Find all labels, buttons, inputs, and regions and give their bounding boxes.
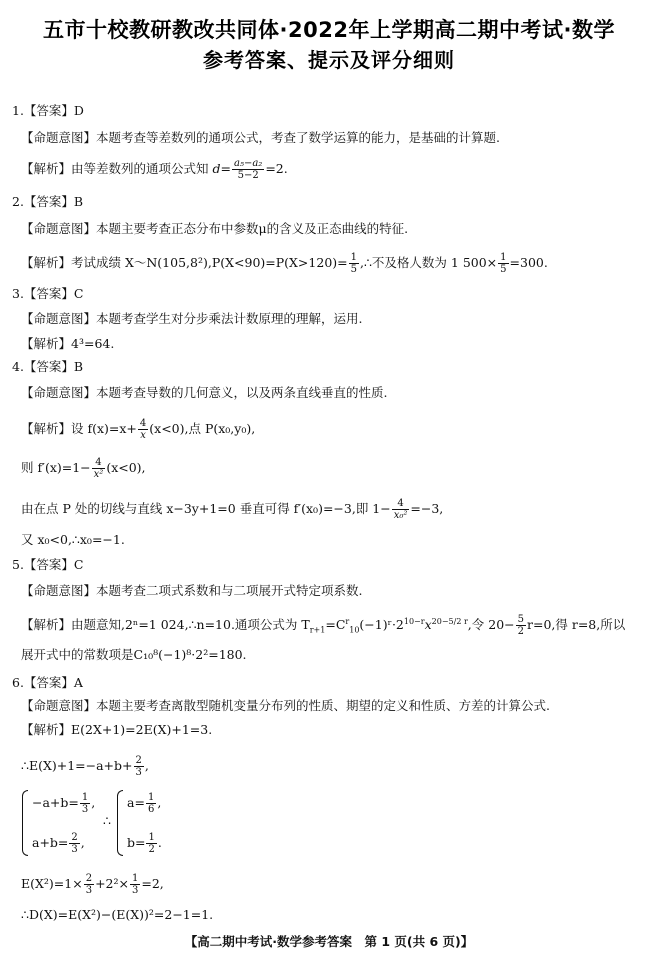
q6-expectation <box>21 755 149 778</box>
q2-answer: 2.【答案】B <box>12 194 84 209</box>
fraction-numerator: 1 <box>147 792 155 803</box>
fraction-numerator: 2 <box>85 873 93 884</box>
subscript-r1: r+1 <box>309 625 326 635</box>
q4-conclusion: 又 x₀<0,∴x₀=−1. <box>21 532 125 547</box>
q4-line3-b: =−3, <box>410 501 444 516</box>
therefore-symbol: ∴ <box>103 813 111 828</box>
q4-line2-b: (x<0), <box>106 460 146 475</box>
q2-intent: 【命题意图】本题主要考查正态分布中参数μ的含义及正态曲线的特征. <box>21 221 409 236</box>
fraction-4-x2 <box>92 457 106 480</box>
fraction-denominator: 3 <box>85 885 93 896</box>
fraction-numerator: 1 <box>132 873 139 884</box>
q4-analysis-a: 【解析】设 f(x)=x+ <box>21 421 137 436</box>
fraction-denominator: 2 <box>148 844 155 855</box>
page-subtitle: 参考答案、提示及评分细则 <box>203 48 455 72</box>
fraction-denominator: 5 <box>350 264 357 275</box>
q4-perpendicular <box>21 498 443 521</box>
superscript-r: r <box>345 616 350 626</box>
solution-b <box>127 832 162 855</box>
sol1-a: a= <box>127 795 145 810</box>
fraction-numerator: 2 <box>71 832 78 843</box>
q1-analysis <box>21 158 288 181</box>
q4-analysis <box>21 418 255 441</box>
system-eq-2 <box>32 832 85 855</box>
q4-line2-a: 则 f′(x)=1− <box>21 460 91 475</box>
sol2-b: . <box>157 835 162 850</box>
q3-analysis: 【解析】4³=64. <box>21 336 115 351</box>
fraction-numerator: 4 <box>92 457 106 469</box>
fraction-denominator: x₀² <box>393 510 408 521</box>
q3-answer: 3.【答案】C <box>12 286 84 301</box>
exponent-10-r: 10−r <box>403 616 425 626</box>
q5-constant-term: 展开式中的常数项是C₁₀⁸(−1)⁸·2²=180. <box>21 647 247 662</box>
system-eq-1 <box>32 792 95 815</box>
q5-analysis-e: ,令 20− <box>467 617 515 632</box>
fraction-numerator: 1 <box>500 252 507 263</box>
solution-a <box>127 792 161 815</box>
page-title: 五市十校教研教改共同体·2022年上学期高二期中考试·数学 <box>43 18 615 42</box>
q6-variance: ∴D(X)=E(X²)−(E(X))²=2−1=1. <box>21 907 214 922</box>
fraction-2-3-b <box>69 832 79 855</box>
q5-intent: 【命题意图】本题考查二项式系数和与二项展开式特定项系数. <box>21 583 363 598</box>
fraction-denominator: 5 <box>500 264 507 275</box>
q1-analysis-prefix: 【解析】由等差数列的通项公式知 <box>21 161 209 176</box>
q6-analysis: 【解析】E(2X+1)=2E(X)+1=3. <box>21 722 213 737</box>
q4-line3-a: 由在点 P 处的切线与直线 x−3y+1=0 垂直可得 f′(x₀)=−3,即 1− <box>21 501 391 516</box>
q6-intent: 【命题意图】本题主要考查离散型随机变量分布列的性质、期望的定义和性质、方差的计算公式. <box>21 698 550 713</box>
q5-analysis <box>21 614 625 637</box>
q3-intent: 【命题意图】本题考查学生对分步乘法计数原理的理解，运用. <box>21 311 363 326</box>
q5-analysis-a: 【解析】由题意知,2ⁿ=1 024,∴n=10.通项公式为 T <box>21 617 310 632</box>
fraction-numerator: 1 <box>350 252 357 263</box>
sol1-b: , <box>157 795 162 810</box>
q4-answer: 4.【答案】B <box>12 359 84 374</box>
fraction-5-2 <box>516 614 526 637</box>
q2-analysis <box>21 252 548 275</box>
ex2-a: E(X²)=1× <box>21 876 83 891</box>
formula-d: d= <box>212 161 231 176</box>
fraction-denominator: 2 <box>517 626 524 637</box>
fraction-4-x <box>138 418 148 441</box>
sys2-b: , <box>80 835 85 850</box>
q4-intent: 【命题意图】本题考查导数的几何意义，以及两条直线垂直的性质. <box>21 385 388 400</box>
fraction-1-2 <box>146 832 156 855</box>
exponent-20: 20− <box>431 616 449 626</box>
fraction-numerator: 1 <box>81 792 89 803</box>
ex2-b: +2²× <box>95 876 129 891</box>
q5-analysis-c: (−1)ʳ·2 <box>359 617 404 632</box>
fraction-denominator: 3 <box>81 804 89 815</box>
q1-answer: 1.【答案】D <box>12 103 84 118</box>
left-brace <box>22 790 28 856</box>
q5-analysis-b: =C <box>325 617 346 632</box>
q6-line2-b: , <box>144 758 149 773</box>
sys1-b: , <box>91 795 96 810</box>
ex2-c: =2, <box>141 876 164 891</box>
q4-derivative <box>21 457 146 480</box>
fraction-1-3 <box>80 792 90 815</box>
fraction-denominator: x <box>140 430 146 441</box>
q5-analysis-f: r=0,得 r=8,所以 <box>527 617 626 632</box>
subscript-10: 10 <box>349 625 360 635</box>
q1-analysis-suffix: =2. <box>265 161 288 176</box>
fraction-denominator: 5−2 <box>237 170 259 181</box>
right-brace <box>117 790 123 856</box>
q5-answer: 5.【答案】C <box>12 557 84 572</box>
fraction-denominator: x² <box>93 469 104 480</box>
fraction-numerator: 4 <box>139 418 147 429</box>
sys1-a: −a+b= <box>32 795 79 810</box>
fraction-numerator: 1 <box>148 832 155 843</box>
q6-line2-a: ∴E(X)+1=−a+b+ <box>21 758 133 773</box>
fraction-denominator: 3 <box>135 767 142 778</box>
fraction-2-3-c <box>84 873 94 896</box>
fraction-1-5 <box>349 252 359 275</box>
fraction-denominator: 3 <box>132 885 139 896</box>
q2-analysis-a: 【解析】考试成绩 X～N(105,8²),P(X<90)=P(X>120)= <box>21 255 348 270</box>
fraction-numerator: a₅−a₂ <box>233 158 263 169</box>
fraction-denominator: 3 <box>71 844 78 855</box>
q2-analysis-c: =300. <box>509 255 548 270</box>
q5-analysis-d: x <box>424 617 432 632</box>
fraction-denominator: 6 <box>147 804 155 815</box>
q2-analysis-b: ,∴不及格人数为 1 500× <box>360 255 498 270</box>
fraction-a5-a2 <box>232 158 264 181</box>
q6-answer: 6.【答案】A <box>12 675 83 690</box>
sol2-a: b= <box>127 835 146 850</box>
page-footer: 【高二期中考试·数学参考答案 第 1 页(共 6 页)】 <box>184 934 474 949</box>
fraction-numerator: 4 <box>392 498 410 510</box>
sys2-a: a+b= <box>32 835 69 850</box>
exponent-5-2-r: 5/2 r <box>448 616 468 626</box>
q4-analysis-b: (x<0),点 P(x₀,y₀), <box>149 421 256 436</box>
fraction-1-5-b <box>498 252 508 275</box>
fraction-4-x02 <box>392 498 410 521</box>
q1-intent: 【命题意图】本题考查等差数列的通项公式，考查了数学运算的能力，是基础的计算题. <box>21 130 500 145</box>
fraction-numerator: 5 <box>517 614 524 625</box>
fraction-1-6 <box>146 792 156 815</box>
fraction-numerator: 2 <box>135 755 142 766</box>
fraction-2-3 <box>134 755 144 778</box>
q6-ex2 <box>21 873 164 896</box>
fraction-1-3-b <box>130 873 140 896</box>
